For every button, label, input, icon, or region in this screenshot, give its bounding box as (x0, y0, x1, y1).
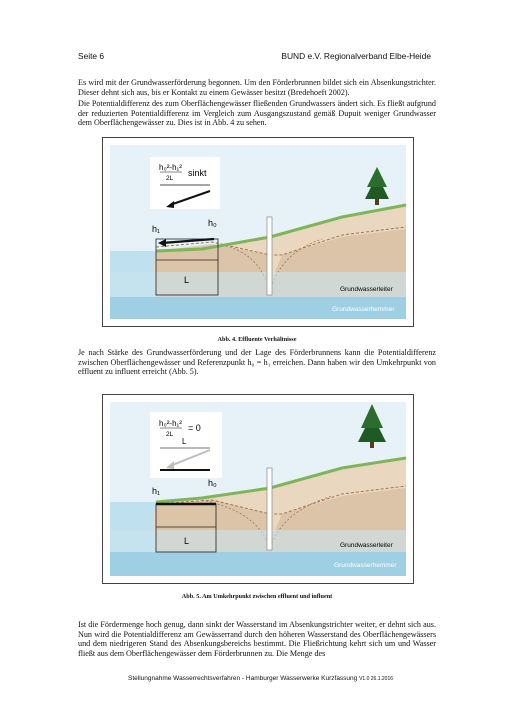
paragraph-1: Es wird mit der Grundwasserförderung begonnen. Um den Förderbrunnen bildet sich ein Absenkungstrichter. Dieser dehnt sich aus, bis er Kontakt zu einem Gewässer besitzt (Bredehoeft 2002). (78, 78, 436, 97)
label-h0: h₀ (208, 218, 217, 228)
page-footer (128, 675, 393, 682)
formula-equals: = 0 (188, 423, 201, 433)
footer-text: Stellungnahme Wasserrechtsverfahren - Hamburger Wasserwerke Kurzfassung (128, 675, 358, 682)
page-number: Seite 6 (78, 51, 105, 61)
label-L-small: L (182, 437, 187, 446)
figure-4-caption: Abb. 4. Effluente Verhältnisse (217, 336, 297, 343)
label-aquitard: Grundwasserhemmer (332, 306, 395, 313)
figure-5 (102, 394, 414, 584)
formula-denominator: 2L (166, 431, 174, 438)
label-L: L (184, 275, 190, 285)
formula-word: sinkt (188, 168, 207, 178)
label-h1: h₁ (152, 224, 161, 234)
formula-numerator: h₀²-h₁² (159, 163, 182, 172)
label-h1: h₁ (152, 486, 161, 496)
label-h0: h₀ (208, 478, 217, 488)
paragraph-3: Je nach Stärke des Grundwasserförderung und der Lage des Förderbrunnens kann die Potentialdifferenz zwischen Oberflächengewässer und Referenzpunkt h₀ = h₁ erreichen. Dann haben wir den Umkehrpunkt von effluent zu influent erreicht (Abb. 5). (78, 348, 436, 377)
well-icon (267, 217, 272, 295)
label-aquifer: Grundwasserleiter (340, 286, 393, 293)
aquifer-band (110, 272, 406, 297)
figure-4-diagram (102, 137, 414, 327)
figure-4 (102, 137, 414, 327)
well-icon (267, 468, 272, 550)
label-aquitard: Grundwasserhemmer (334, 562, 397, 569)
footer-version: V1.0 26.1.2016 (359, 676, 394, 682)
header-organization: BUND e.V. Regionalverband Elbe-Heide (281, 51, 431, 61)
paragraph-4: Ist die Fördermenge hoch genug, dann sinkt der Wasserstand im Absenkungstrichter weiter, er dehnt sich aus. Nun wird die Potentialdifferenz am Gewässerrand durch den höheren Wasserstand des Oberflächengewässers und dem niedrigeren Stand des Absenkungsbereichs bestimmt. Die Fließrichtung kehrt sich um und Wasser fließt aus dem Oberflächengewässer dem Förderbrunnen zu. Die Menge des (78, 620, 436, 658)
paragraph-2: Die Potentialdifferenz des zum Oberflächengewässer fließenden Grundwassers ändert sich. Es fließt aufgrund der reduzierten Potentialdifferenz im Vergleich zum Ausgangszustand gemäß Dupuit weniger Grundwasser dem Oberflächengewässer zu. Dies ist in Abb. 4 zu sehen. (78, 99, 436, 128)
formula-denominator: 2L (166, 175, 174, 182)
figure-5-caption: Abb. 5. Am Umkehrpunkt zwischen effluent und influent (181, 593, 333, 600)
label-aquifer: Grundwasserleiter (340, 542, 393, 549)
label-L: L (184, 536, 190, 546)
figure-5-diagram (102, 394, 414, 584)
formula-numerator: h₀²-h₁² (159, 419, 182, 428)
